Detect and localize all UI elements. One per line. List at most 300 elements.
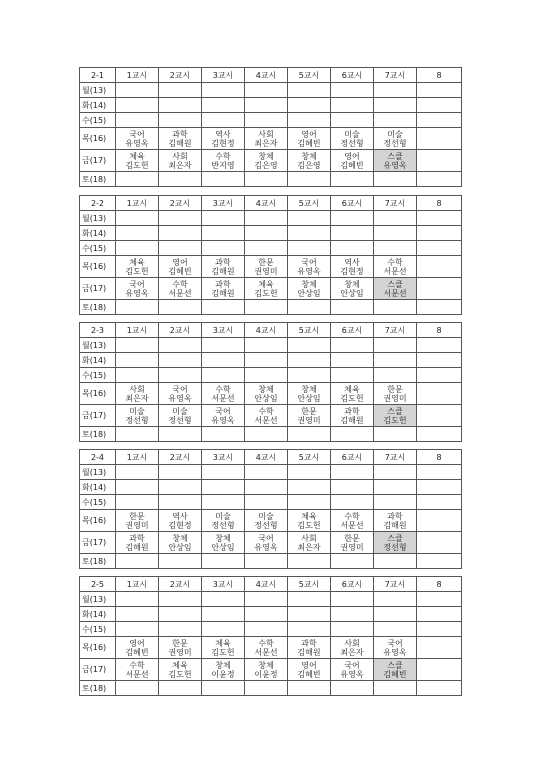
table-row: [80, 592, 462, 607]
table-row: [80, 300, 462, 315]
period-cell: [374, 83, 417, 98]
day-label: 토(18): [80, 172, 116, 187]
period-cell: [417, 383, 462, 405]
teacher-label: 서문선: [383, 288, 407, 298]
period-cell: [116, 338, 159, 353]
period-cell: [116, 637, 159, 659]
period-header: 3교시: [202, 577, 245, 592]
period-cell: [288, 480, 331, 495]
table-row: [80, 510, 462, 532]
period-cell: [116, 427, 159, 442]
period-cell: [374, 554, 417, 569]
period-cell: [417, 211, 462, 226]
period-cell: [331, 98, 374, 113]
period-header: 8: [417, 68, 462, 83]
subject-label: 한문: [301, 406, 317, 416]
subject-label: 역사: [172, 511, 188, 521]
teacher-label: 반지영: [211, 160, 235, 170]
period-header: 8: [417, 577, 462, 592]
timetable-2-3: [79, 322, 462, 442]
class-name: 2-5: [80, 577, 116, 592]
period-cell: [159, 338, 202, 353]
period-cell: [159, 480, 202, 495]
period-cell: [202, 465, 245, 480]
subject-label: 사회: [344, 638, 360, 648]
period-cell: [417, 622, 462, 637]
period-cell: [245, 256, 288, 278]
period-cell: [202, 510, 245, 532]
period-header: 4교시: [245, 68, 288, 83]
period-cell: [331, 150, 374, 172]
table-row: [80, 465, 462, 480]
subject-label: 미술: [215, 511, 231, 521]
period-cell: [331, 427, 374, 442]
period-cell: [245, 681, 288, 696]
day-label: 월(13): [80, 338, 116, 353]
period-cell: [159, 622, 202, 637]
period-cell: [245, 495, 288, 510]
teacher-label: 권영미: [168, 647, 192, 657]
period-cell: [159, 226, 202, 241]
period-cell: [159, 83, 202, 98]
period-cell: [331, 211, 374, 226]
subject-label: 국어: [258, 533, 274, 543]
period-cell: [331, 83, 374, 98]
period-cell: [245, 353, 288, 368]
period-cell: [116, 465, 159, 480]
teacher-label: 권영미: [254, 266, 278, 276]
table-row: [80, 226, 462, 241]
period-cell: [202, 172, 245, 187]
period-header: 1교시: [116, 577, 159, 592]
period-cell: [202, 681, 245, 696]
period-cell: [331, 383, 374, 405]
subject-label: 한문: [387, 384, 403, 394]
period-cell: [202, 83, 245, 98]
table-row: [80, 150, 462, 172]
subject-label: 창체: [258, 660, 274, 670]
subject-label: 한문: [129, 511, 145, 521]
period-header: 5교시: [288, 196, 331, 211]
period-cell: [374, 427, 417, 442]
period-cell: [374, 300, 417, 315]
period-cell: [202, 405, 245, 427]
period-cell: [288, 383, 331, 405]
period-header: 7교시: [374, 196, 417, 211]
period-cell: [116, 532, 159, 554]
period-cell: [159, 353, 202, 368]
period-cell: [374, 113, 417, 128]
teacher-label: 안상임: [211, 542, 235, 552]
subject-label: 과학: [301, 638, 317, 648]
class-name: 2-2: [80, 196, 116, 211]
period-cell: [159, 607, 202, 622]
period-cell: [331, 554, 374, 569]
period-cell: [417, 532, 462, 554]
period-cell: [374, 128, 417, 150]
teacher-label: 김해원: [297, 647, 321, 657]
teacher-label: 이윤정: [211, 669, 235, 679]
table-row: [80, 256, 462, 278]
period-cell: [159, 98, 202, 113]
subject-label: 한문: [344, 533, 360, 543]
period-cell: [374, 510, 417, 532]
teacher-label: 안상임: [168, 542, 192, 552]
period-cell: [245, 659, 288, 681]
period-cell: [374, 241, 417, 256]
period-cell: [288, 211, 331, 226]
teacher-label: 안상임: [254, 393, 278, 403]
period-cell: [159, 241, 202, 256]
subject-label: 창체: [215, 660, 231, 670]
teacher-label: 최은자: [254, 138, 278, 148]
period-cell: [116, 681, 159, 696]
period-cell: [288, 241, 331, 256]
teacher-label: 정선형: [211, 520, 235, 530]
period-cell: [159, 383, 202, 405]
subject-label: 국어: [129, 129, 145, 139]
period-header: 7교시: [374, 68, 417, 83]
period-header: 3교시: [202, 196, 245, 211]
day-label: 화(14): [80, 480, 116, 495]
day-label: 목(16): [80, 510, 116, 532]
subject-label: 창체: [344, 279, 360, 289]
period-cell: [331, 353, 374, 368]
subject-label: 사회: [172, 151, 188, 161]
subject-label: 사회: [129, 384, 145, 394]
teacher-label: 김현정: [211, 138, 235, 148]
subject-label: 미술: [258, 511, 274, 521]
period-cell: [288, 338, 331, 353]
teacher-label: 유영옥: [211, 415, 235, 425]
subject-label: 창체: [258, 384, 274, 394]
period-cell: [202, 554, 245, 569]
period-cell: [159, 405, 202, 427]
table-row: [80, 211, 462, 226]
period-cell: [202, 592, 245, 607]
table-row: [80, 278, 462, 300]
subject-label: 스클: [387, 406, 403, 416]
period-cell: [374, 256, 417, 278]
period-cell: [159, 659, 202, 681]
period-cell: [331, 368, 374, 383]
period-cell: [245, 383, 288, 405]
period-cell: [245, 368, 288, 383]
period-cell: [202, 338, 245, 353]
period-cell: [245, 338, 288, 353]
table-row: [80, 83, 462, 98]
period-cell: [159, 256, 202, 278]
subject-label: 역사: [344, 257, 360, 267]
subject-label: 체육: [258, 279, 274, 289]
period-cell: [417, 465, 462, 480]
teacher-label: 김해원: [168, 138, 192, 148]
table-row: [80, 554, 462, 569]
period-cell: [202, 211, 245, 226]
period-cell: [202, 480, 245, 495]
period-cell: [116, 226, 159, 241]
period-cell: [202, 278, 245, 300]
period-cell: [374, 172, 417, 187]
period-cell: [288, 554, 331, 569]
teacher-label: 김혜빈: [297, 669, 321, 679]
period-cell: [116, 211, 159, 226]
period-header: 7교시: [374, 577, 417, 592]
period-cell: [374, 607, 417, 622]
period-cell: [331, 607, 374, 622]
subject-label: 한문: [258, 257, 274, 267]
subject-label: 수학: [258, 638, 274, 648]
period-cell: [159, 113, 202, 128]
teacher-label: 김도헌: [211, 647, 235, 657]
subject-label: 국어: [129, 279, 145, 289]
period-cell: [159, 465, 202, 480]
period-cell: [159, 300, 202, 315]
period-cell: [288, 637, 331, 659]
period-cell: [417, 150, 462, 172]
period-cell: [245, 622, 288, 637]
day-label: 토(18): [80, 300, 116, 315]
subject-label: 국어: [215, 406, 231, 416]
day-label: 목(16): [80, 637, 116, 659]
subject-label: 수학: [344, 511, 360, 521]
teacher-label: 정선형: [340, 138, 364, 148]
teacher-label: 권영미: [340, 542, 364, 552]
subject-label: 창체: [301, 279, 317, 289]
subject-label: 한문: [172, 638, 188, 648]
period-cell: [374, 353, 417, 368]
period-cell: [245, 532, 288, 554]
header-row: [80, 450, 462, 465]
period-cell: [116, 172, 159, 187]
period-cell: [417, 368, 462, 383]
period-cell: [288, 256, 331, 278]
period-cell: [116, 113, 159, 128]
period-cell: [288, 98, 331, 113]
period-header: 1교시: [116, 196, 159, 211]
period-cell: [288, 495, 331, 510]
subject-label: 창체: [301, 384, 317, 394]
period-cell: [202, 532, 245, 554]
period-cell: [288, 128, 331, 150]
teacher-label: 최은자: [297, 542, 321, 552]
day-label: 수(15): [80, 113, 116, 128]
period-cell: [116, 278, 159, 300]
subject-label: 사회: [301, 533, 317, 543]
period-cell: [245, 150, 288, 172]
teacher-label: 안상임: [340, 288, 364, 298]
day-label: 월(13): [80, 211, 116, 226]
period-cell: [245, 637, 288, 659]
period-cell: [159, 681, 202, 696]
period-cell: [288, 300, 331, 315]
table-row: [80, 405, 462, 427]
period-cell: [202, 622, 245, 637]
teacher-label: 최은자: [168, 160, 192, 170]
subject-label: 국어: [344, 660, 360, 670]
period-cell: [116, 405, 159, 427]
teacher-label: 김혜빈: [340, 160, 364, 170]
table-row: [80, 480, 462, 495]
period-cell: [116, 98, 159, 113]
subject-label: 국어: [301, 257, 317, 267]
teacher-label: 김해원: [125, 542, 149, 552]
subject-label: 수학: [215, 384, 231, 394]
day-label: 금(17): [80, 532, 116, 554]
period-cell: [417, 405, 462, 427]
teacher-label: 정선형: [383, 138, 407, 148]
period-header: 2교시: [159, 450, 202, 465]
period-header: 6교시: [331, 196, 374, 211]
period-header: 3교시: [202, 323, 245, 338]
period-cell: [116, 241, 159, 256]
period-cell: [417, 98, 462, 113]
period-cell: [288, 427, 331, 442]
period-cell: [331, 622, 374, 637]
period-cell: [331, 256, 374, 278]
day-label: 토(18): [80, 427, 116, 442]
subject-label: 과학: [129, 533, 145, 543]
period-cell: [288, 592, 331, 607]
teacher-label: 김도헌: [297, 520, 321, 530]
day-label: 수(15): [80, 495, 116, 510]
table-row: [80, 353, 462, 368]
subject-label: 창체: [301, 151, 317, 161]
teacher-label: 서문선: [254, 647, 278, 657]
period-cell: [417, 338, 462, 353]
period-cell: [202, 128, 245, 150]
period-cell: [374, 659, 417, 681]
teacher-label: 권영미: [125, 520, 149, 530]
period-cell: [245, 241, 288, 256]
teacher-label: 유영옥: [168, 393, 192, 403]
teacher-label: 김도헌: [125, 266, 149, 276]
subject-label: 역사: [215, 129, 231, 139]
period-cell: [116, 353, 159, 368]
period-cell: [417, 83, 462, 98]
period-cell: [159, 427, 202, 442]
subject-label: 미술: [387, 129, 403, 139]
period-cell: [417, 427, 462, 442]
period-cell: [288, 405, 331, 427]
day-label: 목(16): [80, 256, 116, 278]
period-cell: [202, 427, 245, 442]
period-cell: [159, 637, 202, 659]
period-cell: [245, 480, 288, 495]
period-cell: [288, 353, 331, 368]
period-cell: [417, 278, 462, 300]
subject-label: 창체: [172, 533, 188, 543]
day-label: 토(18): [80, 681, 116, 696]
teacher-label: 김현정: [340, 266, 364, 276]
period-cell: [374, 480, 417, 495]
teacher-label: 김도헌: [340, 393, 364, 403]
subject-label: 과학: [215, 279, 231, 289]
period-header: 1교시: [116, 450, 159, 465]
period-cell: [159, 495, 202, 510]
period-cell: [331, 338, 374, 353]
period-cell: [116, 128, 159, 150]
period-header: 5교시: [288, 323, 331, 338]
period-cell: [417, 241, 462, 256]
teacher-label: 김혜빈: [168, 266, 192, 276]
table-row: [80, 172, 462, 187]
period-cell: [288, 172, 331, 187]
teacher-label: 김은영: [297, 160, 321, 170]
header-row: [80, 577, 462, 592]
timetable-2-2: [79, 195, 462, 315]
subject-label: 과학: [172, 129, 188, 139]
period-cell: [202, 659, 245, 681]
period-cell: [116, 256, 159, 278]
subject-label: 수학: [387, 257, 403, 267]
period-cell: [288, 368, 331, 383]
period-header: 4교시: [245, 196, 288, 211]
subject-label: 과학: [215, 257, 231, 267]
subject-label: 국어: [387, 638, 403, 648]
period-cell: [202, 353, 245, 368]
period-cell: [288, 532, 331, 554]
period-cell: [374, 532, 417, 554]
period-cell: [245, 592, 288, 607]
table-row: [80, 113, 462, 128]
teacher-label: 유영옥: [340, 669, 364, 679]
period-cell: [116, 554, 159, 569]
subject-label: 과학: [344, 406, 360, 416]
period-header: 5교시: [288, 450, 331, 465]
period-cell: [374, 368, 417, 383]
period-header: 4교시: [245, 323, 288, 338]
period-cell: [374, 98, 417, 113]
period-cell: [331, 495, 374, 510]
subject-label: 영어: [301, 660, 317, 670]
period-cell: [288, 278, 331, 300]
subject-label: 스클: [387, 660, 403, 670]
period-cell: [116, 659, 159, 681]
period-cell: [202, 241, 245, 256]
period-cell: [202, 607, 245, 622]
period-cell: [417, 554, 462, 569]
period-cell: [245, 465, 288, 480]
teacher-label: 정선형: [383, 542, 407, 552]
teacher-label: 이윤정: [254, 669, 278, 679]
table-row: [80, 495, 462, 510]
teacher-label: 안상임: [297, 288, 321, 298]
period-cell: [202, 495, 245, 510]
subject-label: 체육: [129, 257, 145, 267]
period-cell: [417, 510, 462, 532]
subject-label: 창체: [258, 151, 274, 161]
day-label: 화(14): [80, 353, 116, 368]
period-cell: [202, 98, 245, 113]
teacher-label: 권영미: [383, 393, 407, 403]
period-cell: [202, 637, 245, 659]
period-cell: [202, 383, 245, 405]
period-cell: [116, 368, 159, 383]
period-header: 7교시: [374, 323, 417, 338]
period-cell: [202, 226, 245, 241]
period-header: 8: [417, 323, 462, 338]
subject-label: 영어: [344, 151, 360, 161]
day-label: 화(14): [80, 98, 116, 113]
period-cell: [288, 465, 331, 480]
teacher-label: 유영옥: [383, 160, 407, 170]
period-cell: [417, 226, 462, 241]
period-cell: [417, 681, 462, 696]
teacher-label: 서문선: [254, 415, 278, 425]
teacher-label: 김은영: [254, 160, 278, 170]
period-header: 3교시: [202, 68, 245, 83]
